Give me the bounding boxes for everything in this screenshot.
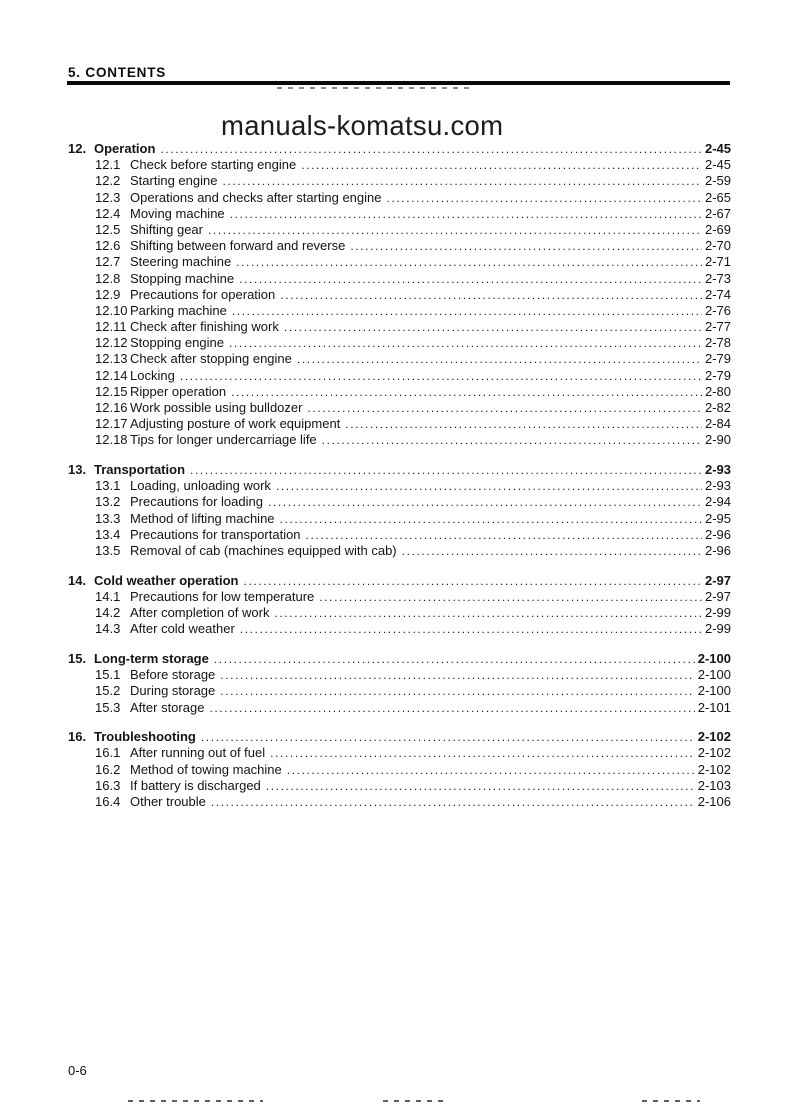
toc-entry-title: After running out of fuel: [130, 745, 266, 761]
toc-entry-number: 14.1: [95, 588, 121, 604]
toc-entry-title: Check after finishing work: [130, 319, 279, 335]
toc-entry-title: Starting engine: [130, 173, 218, 189]
toc-entry-page: 2-69: [704, 221, 731, 237]
toc-entry-title: Operations and checks after starting engine: [130, 189, 382, 205]
toc-entry-title: Long-term storage: [94, 650, 209, 666]
toc-item-row: [68, 222, 731, 238]
toc-entry-number: 12.16: [95, 400, 128, 415]
toc-entry-title: Cold weather operation: [94, 572, 239, 588]
toc-dot-leader: [268, 494, 702, 510]
toc-entry-page: 2-102: [697, 729, 731, 745]
toc-dot-leader: [232, 303, 702, 319]
toc-dot-leader: [280, 511, 702, 527]
toc-dot-leader: [209, 700, 694, 716]
toc-entry-page: 2-94: [704, 494, 731, 510]
toc-entry-title: During storage: [130, 683, 216, 699]
scan-artifact: [642, 1100, 700, 1102]
toc-entry-page: 2-103: [697, 777, 731, 793]
toc-entry-title: Transportation: [94, 462, 186, 478]
toc-entry-page: 2-99: [704, 605, 731, 621]
toc-entry-number: 16.1: [95, 745, 121, 761]
toc-entry-number: 15.3: [95, 699, 121, 715]
toc-entry-title: Loading, unloading work: [130, 478, 271, 494]
toc-entry-number: 14.: [68, 572, 87, 588]
header-rule: [67, 81, 730, 85]
toc-entry-title: Moving machine: [130, 205, 225, 221]
toc-entry-title: After completion of work: [130, 605, 270, 621]
toc-section-header-row: [68, 141, 731, 157]
toc-entry-page: 2-100: [697, 650, 731, 666]
toc-entry-number: 12.12: [95, 335, 128, 351]
toc-dot-leader: [345, 416, 702, 432]
toc-entry-number: 13.4: [95, 526, 121, 542]
toc-entry-number: 15.: [68, 650, 87, 666]
toc-section-header-row: [68, 729, 731, 745]
toc-dot-leader: [243, 573, 702, 589]
toc-entry-title: Before storage: [130, 667, 216, 683]
toc-item-row: [68, 238, 731, 254]
toc-dot-leader: [301, 157, 702, 173]
toc-entry-page: 2-102: [697, 761, 731, 777]
toc-item-row: [68, 589, 731, 605]
toc-item-row: [68, 432, 731, 448]
toc-entry-title: Other trouble: [130, 793, 206, 809]
toc-entry-page: 2-100: [697, 667, 731, 683]
toc-entry-page: 2-106: [697, 793, 731, 809]
toc-entry-number: 16.: [68, 729, 87, 745]
toc-entry-number: 12.1: [95, 157, 121, 173]
toc-item-row: [68, 303, 731, 319]
toc-entry-number: 12.13: [95, 351, 128, 367]
toc-entry-page: 2-82: [704, 400, 731, 415]
toc-dot-leader: [280, 287, 702, 303]
toc-item-row: [68, 271, 731, 287]
toc-entry-page: 2-59: [704, 173, 731, 189]
toc-entry-page: 2-76: [704, 302, 731, 318]
toc-dot-leader: [270, 745, 695, 761]
page-header-title: 5. CONTENTS: [68, 65, 167, 80]
toc-entry-page: 2-77: [704, 319, 731, 335]
toc-entry-number: 16.3: [95, 777, 121, 793]
toc-item-row: [68, 527, 731, 543]
toc-item-row: [68, 794, 731, 810]
toc-item-row: [68, 157, 731, 173]
toc-entry-number: 13.1: [95, 478, 121, 494]
toc-entry-number: 16.4: [95, 793, 121, 809]
toc-entry-number: 12.3: [95, 189, 121, 205]
toc-entry-number: 12.11: [95, 319, 127, 335]
toc-item-row: [68, 319, 731, 335]
toc-entry-title: After cold weather: [130, 621, 235, 637]
toc-entry-title: Ripper operation: [130, 383, 227, 399]
toc-entry-number: 12.14: [95, 367, 128, 383]
toc-dot-leader: [220, 683, 694, 699]
toc-dot-leader: [239, 271, 702, 287]
toc-dot-leader: [222, 173, 702, 189]
toc-dot-leader: [220, 667, 694, 683]
toc-entry-number: 12.5: [95, 221, 121, 237]
toc-item-row: [68, 543, 731, 559]
toc-entry-page: 2-67: [704, 205, 731, 221]
page-number-label: 0-6: [68, 1063, 87, 1078]
toc-dot-leader: [402, 543, 702, 559]
toc-entry-title: Operation: [94, 141, 156, 156]
toc-item-row: [68, 335, 731, 351]
toc-dot-leader: [306, 527, 702, 543]
table-of-contents: [68, 141, 731, 810]
toc-entry-page: 2-93: [704, 462, 731, 478]
toc-dot-leader: [214, 651, 695, 667]
toc-dot-leader: [160, 141, 702, 157]
toc-entry-title: Precautions for transportation: [130, 526, 301, 542]
toc-entry-page: 2-100: [697, 683, 731, 699]
toc-item-row: [68, 351, 731, 367]
toc-entry-page: 2-96: [704, 543, 731, 558]
toc-item-row: [68, 621, 731, 637]
toc-entry-page: 2-70: [704, 238, 731, 254]
toc-entry-number: 12.2: [95, 173, 121, 189]
toc-item-row: [68, 400, 731, 416]
toc-entry-number: 12.6: [95, 238, 121, 254]
toc-entry-number: 13.2: [95, 494, 121, 510]
toc-entry-number: 13.: [68, 462, 87, 478]
toc-entry-title: Precautions for low temperature: [130, 588, 315, 604]
toc-item-row: [68, 683, 731, 699]
toc-entry-page: 2-79: [704, 351, 731, 367]
toc-section: [68, 462, 731, 559]
toc-section: [68, 141, 731, 449]
toc-dot-leader: [240, 621, 702, 637]
toc-section: [68, 651, 731, 716]
toc-entry-page: 2-90: [704, 432, 731, 448]
toc-entry-title: Work possible using bulldozer: [130, 400, 303, 415]
toc-entry-title: After storage: [130, 699, 205, 715]
toc-entry-page: 2-99: [704, 621, 731, 637]
toc-entry-page: 2-79: [704, 367, 731, 383]
toc-section-header-row: [68, 462, 731, 478]
toc-section: [68, 729, 731, 810]
toc-dot-leader: [297, 351, 702, 367]
toc-entry-number: 13.3: [95, 510, 121, 526]
toc-entry-page: 2-65: [704, 189, 731, 205]
toc-item-row: [68, 511, 731, 527]
toc-entry-page: 2-84: [704, 416, 731, 432]
toc-entry-page: 2-101: [697, 699, 731, 715]
toc-dot-leader: [276, 478, 702, 494]
toc-entry-page: 2-95: [704, 510, 731, 526]
toc-entry-title: Steering machine: [130, 254, 232, 270]
toc-dot-leader: [319, 589, 702, 605]
toc-entry-number: 12.4: [95, 205, 121, 221]
toc-entry-number: 12.18: [95, 432, 128, 448]
toc-dot-leader: [180, 368, 702, 384]
toc-item-row: [68, 416, 731, 432]
toc-item-row: [68, 778, 731, 794]
toc-entry-title: Precautions for loading: [130, 494, 263, 510]
toc-entry-number: 16.2: [95, 761, 121, 777]
toc-entry-page: 2-45: [704, 157, 731, 173]
toc-dot-leader: [208, 222, 702, 238]
toc-dot-leader: [386, 190, 701, 206]
toc-entry-number: 14.3: [95, 621, 121, 637]
toc-entry-number: 12.10: [95, 302, 128, 318]
toc-entry-page: 2-93: [704, 478, 731, 494]
toc-item-row: [68, 762, 731, 778]
toc-entry-number: 12.17: [95, 416, 128, 432]
toc-entry-title: Check after stopping engine: [130, 351, 292, 367]
toc-entry-title: Method of towing machine: [130, 761, 282, 777]
toc-dot-leader: [230, 206, 702, 222]
toc-dot-leader: [229, 335, 702, 351]
toc-entry-title: Check before starting engine: [130, 157, 297, 173]
toc-entry-page: 2-74: [704, 286, 731, 302]
toc-entry-page: 2-45: [704, 141, 731, 156]
toc-entry-title: Shifting between forward and reverse: [130, 238, 346, 254]
scan-artifact: [277, 87, 472, 89]
toc-section-header-row: [68, 651, 731, 667]
scan-artifact: [128, 1100, 263, 1102]
toc-entry-number: 12.: [68, 141, 87, 156]
toc-item-row: [68, 254, 731, 270]
watermark-text: manuals-komatsu.com: [221, 110, 504, 141]
toc-item-row: [68, 700, 731, 716]
toc-item-row: [68, 478, 731, 494]
toc-entry-page: 2-80: [704, 383, 731, 399]
toc-item-row: [68, 206, 731, 222]
toc-entry-number: 12.15: [95, 383, 128, 399]
toc-item-row: [68, 384, 731, 400]
toc-entry-title: If battery is discharged: [130, 777, 261, 793]
toc-dot-leader: [287, 762, 695, 778]
toc-item-row: [68, 745, 731, 761]
toc-item-row: [68, 287, 731, 303]
toc-dot-leader: [266, 778, 695, 794]
toc-entry-number: 15.2: [95, 683, 121, 699]
toc-dot-leader: [201, 729, 695, 745]
toc-entry-page: 2-71: [704, 254, 731, 270]
toc-item-row: [68, 605, 731, 621]
toc-item-row: [68, 667, 731, 683]
toc-entry-number: 15.1: [95, 667, 121, 683]
toc-entry-title: Stopping machine: [130, 270, 235, 286]
toc-entry-title: Precautions for operation: [130, 286, 276, 302]
toc-entry-page: 2-97: [704, 572, 731, 588]
toc-dot-leader: [284, 319, 702, 335]
toc-entry-page: 2-96: [704, 526, 731, 542]
toc-entry-number: 12.7: [95, 254, 121, 270]
toc-dot-leader: [322, 432, 702, 448]
toc-entry-title: Locking: [130, 367, 175, 383]
toc-item-row: [68, 190, 731, 206]
toc-item-row: [68, 494, 731, 510]
toc-entry-number: 12.8: [95, 270, 121, 286]
toc-entry-number: 14.2: [95, 605, 121, 621]
toc-entry-title: Stopping engine: [130, 335, 224, 351]
toc-dot-leader: [236, 254, 702, 270]
toc-dot-leader: [274, 605, 702, 621]
toc-entry-title: Parking machine: [130, 302, 227, 318]
toc-section: [68, 573, 731, 638]
toc-entry-page: 2-97: [704, 588, 731, 604]
toc-entry-page: 2-73: [704, 270, 731, 286]
toc-entry-title: Removal of cab (machines equipped with cab): [130, 543, 397, 558]
toc-entry-title: Adjusting posture of work equipment: [130, 416, 341, 432]
toc-dot-leader: [307, 400, 702, 416]
toc-item-row: [68, 368, 731, 384]
toc-entry-page: 2-102: [697, 745, 731, 761]
toc-entry-title: Method of lifting machine: [130, 510, 275, 526]
toc-dot-leader: [350, 238, 702, 254]
toc-entry-title: Troubleshooting: [94, 729, 196, 745]
toc-dot-leader: [231, 384, 702, 400]
scan-artifact: [383, 1100, 448, 1102]
toc-entry-page: 2-78: [704, 335, 731, 351]
toc-entry-title: Shifting gear: [130, 221, 203, 237]
toc-section-header-row: [68, 573, 731, 589]
toc-entry-title: Tips for longer undercarriage life: [130, 432, 317, 448]
toc-entry-number: 13.5: [95, 543, 121, 558]
toc-entry-number: 12.9: [95, 286, 121, 302]
toc-item-row: [68, 173, 731, 189]
toc-dot-leader: [190, 462, 702, 478]
toc-dot-leader: [211, 794, 695, 810]
